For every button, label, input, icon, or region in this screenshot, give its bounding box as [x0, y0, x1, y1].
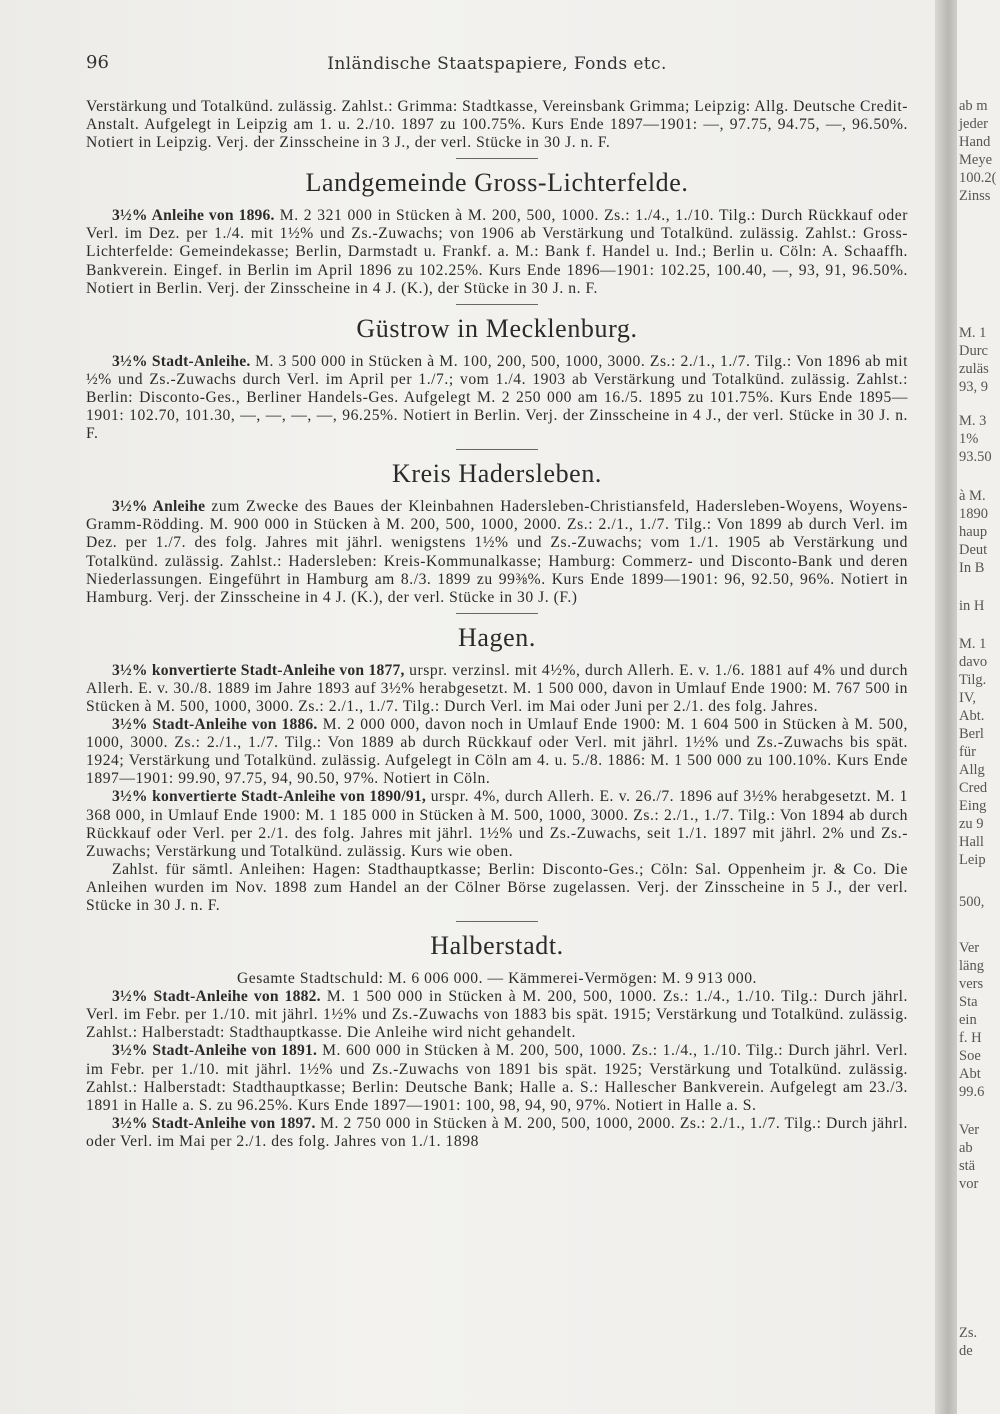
adjacent-fragment: vor [959, 1176, 979, 1192]
issue-text: M. 2 321 000 in Stücken à M. 200, 500, 1000. Zs.: 1./4., 1./10. Tilg.: Durch Rückkauf oder Verl. im Dez. per 1./4. mit 1½% und Zs.-Zuwachs; von 1906 ab Verstärkung und Totalkünd. zulässig. Zahlst.: Gross-Lichterfelde: Gemeindekasse; Berlin, Darmstadt u. Frankf. a. M.: Bank f. Handel u. Ind.; Berlin u. Cöln: A. Schaaffh. Bankverein. Eingef. in Berlin im April 1896 zu 102.25%. Kurs Ende 1896—1901: 102.25, 100.40, —, 93, 91, 96.50%. Notiert in Berlin. Verj. der Zinsscheine in 4 J. (K.), der Stücke in 30 J. n. F. [86, 207, 908, 297]
adjacent-fragment: haup [959, 524, 988, 540]
issue-text: M. 2 000 000, davon noch in Umlauf Ende 1900: M. 1 604 500 in Stücken à M. 500, 1000, 3000. Zs.: 2./1., 1./7. Tilg.: Von 1889 ab durch Rückkauf oder Verl. mit jährl. 1½% und Zs.-Zuwachs bis spät. 1924; Verstärkung und Totalkünd. zulässig. Aufgelegt in Cöln am 4. u. 5./8. 1886: M. 1 500 000 zu 100.10%. Kurs Ende 1897—1901: 99.90, 97.75, 94, 90.50, 97%. Notiert in Cöln. [86, 716, 908, 788]
adjacent-fragment: Allg [959, 762, 985, 778]
issue-heading: 3½% konvertierte Stadt-Anleihe von 1877, [112, 661, 405, 679]
adjacent-fragment: läng [959, 958, 984, 974]
issue-paragraph [86, 498, 908, 607]
payment-offices-paragraph [86, 861, 908, 915]
issue-heading: 3½% Stadt-Anleihe von 1891. [112, 1042, 318, 1060]
adjacent-fragment: Zs. [959, 1325, 978, 1341]
issue-heading: 3½% Stadt-Anleihe von 1886. [112, 716, 318, 734]
adjacent-fragment: jeder [959, 116, 988, 132]
adjacent-fragment: 93.50 [959, 449, 992, 465]
issue-paragraph [86, 207, 908, 297]
adjacent-fragment: Cred [959, 780, 988, 796]
issue-text: zum Zwecke des Baues der Kleinbahnen Hadersleben-Christiansfeld, Hadersleben-Woyens, Woyens-Gramm-Rödding. M. 900 000 in Stücken à M. 200, 500, 1000, 2000. Zs.: 2./1., 1./7. Tilg.: Von 1899 ab durch Verl. im Dez. per 1./7. des folg. Jahres mit jährl. wenigstens 1½% und Zs.-Zuwachs; vom 1./1. 1905 ab Verstärkung und Totalkünd. zulässig. Zahlst.: Hadersleben: Kreis-Kommunalkasse; Hamburg: Commerz- und Disconto-Bank und deren Niederlassungen. Eingeführt in Hamburg am 8./3. 1899 zu 99⅜%. Kurs Ende 1899—1901: 96, 92.50, 96%. Notiert in Hamburg. Verj. der Zinsscheine in 4 J. (K.), der verl. Stücke in 30 J. (F.) [86, 498, 908, 606]
issue-text: urspr. 4%, durch Allerh. E. v. 26./7. 1896 auf 3½% herabgesetzt. M. 1 368 000, in Umlauf Ende 1900: M. 1 185 000 in Stücken à M. 500, 1000, 3000. Zs.: 2./1., 1./7. Tilg.: Von 1894 ab durch Rückkauf oder Verl. per 2./1. des folg. Jahres mit jährl. 1½% und Zs.-Zuwachs, seit 1./1. 1897 mit jährl. 2% und Zs.-Zuwachs; Verstärkung und Totalkünd. zulässig. Kurs wie oben. [86, 788, 909, 860]
issue-heading: 3½% Stadt-Anleihe. [112, 352, 251, 370]
section-divider [456, 158, 538, 159]
section-title: Kreis Hadersleben. [391, 459, 603, 489]
issue-paragraph [86, 662, 908, 716]
adjacent-fragment: Zinss [959, 188, 991, 204]
issue-text: M. 600 000 in Stücken à M. 200, 500, 1000. Zs.: 1./4., 1./10. Tilg.: Durch jährl. Verl. im Febr. per 1./10. mit jährl. 1½% und Zs.-Zuwachs von 1891 bis spät. 1925; Verstärkung und Totalkünd. zulässig. Zahlst.: Halberstadt: Stadthauptkasse; Berlin: Deutsche Bank; Halle a. S.: Hallescher Bankverein. Aufgelegt am 23./3. 1891 in Halle a. S. zu 96.25%. Kurs Ende 1897—1901: 100, 98, 94, 90, 97%. Notiert in Halle a. S. [86, 1042, 908, 1114]
adjacent-fragment: vers [959, 976, 984, 992]
issue-paragraph [86, 716, 908, 788]
book-gutter [935, 0, 957, 1414]
page-body [86, 98, 908, 1151]
adjacent-fragment: 100.2( [959, 170, 997, 186]
issue-text: Zahlst. für sämtl. Anleihen: Hagen: Stadthauptkasse; Berlin: Disconto-Ges.; Cöln: Sal. Oppenheim jr. & Co. Die Anleihen wurden im Nov. 1898 zum Handel an der Cölner Börse zugelassen. Verj. der Zinsscheine in 5 J., der verl. Stücke in 30 J. n. F. [86, 860, 908, 914]
adjacent-fragment: Berl [959, 726, 984, 742]
intro-paragraph: Verstärkung und Totalkünd. zulässig. Zahlst.: Grimma: Stadtkasse, Vereinsbank Grimma; Leipzig: Allg. Deutsche Credit-Anstalt. Aufgelegt in Leipzig am 1. u. 2./10. 1897 zu 100.75%. Kurs Ende 1897—1901: —, 97.75, 94.75, —, 96.50%. Notiert in Leipzig. Verj. der Zinsscheine in 3 J., der verl. Stücke in 30 J. n. F. [86, 98, 908, 152]
adjacent-fragment: Eing [959, 798, 987, 814]
issue-text: M. 2 750 000 in Stücken à M. 200, 500, 1000, 2000. Zs.: 2./1., 1./7. Tilg.: Durch jährl. oder Verl. im Mai per 2./1. des folg. Jahres von 1./1. 1898 [86, 1114, 908, 1150]
adjacent-page-edge [957, 0, 1000, 1414]
issue-heading: 3½% Stadt-Anleihe von 1882. [112, 988, 321, 1006]
issue-text: M. 3 500 000 in Stücken à M. 100, 200, 500, 1000, 3000. Zs.: 2./1., 1./7. Tilg.: Von 1896 ab mit ½% und Zs.-Zuwachs durch Verl. im April per 1./7.; vom 1./4. 1903 ab Verstärkung und Totalkünd. zulässig. Zahlst.: Berlin: Disconto-Ges., Berliner Handels-Ges. Aufgelegt M. 2 250 000 am 16./5. 1895 zu 101.75%. Kurs Ende 1895—1901: 102.70, 101.30, —, —, —, —, 96.25%. Notiert in Berlin. Verj. der Zinsscheine in 4 J., der verl. Stücke in 30 J. n. F. [86, 352, 908, 443]
adjacent-fragment: f. H [959, 1030, 982, 1046]
running-title: Inländische Staatspapiere, Fonds etc. [327, 54, 667, 74]
adjacent-fragment: In B [959, 560, 985, 576]
adjacent-fragment: zuläs [959, 361, 989, 377]
page-header [86, 52, 908, 76]
adjacent-fragment: Meye [959, 152, 993, 168]
adjacent-fragment: für [959, 744, 976, 760]
adjacent-fragment: IV, [959, 690, 977, 706]
adjacent-fragment: Ver [959, 940, 980, 956]
section-divider [456, 613, 538, 614]
section-divider [456, 304, 538, 305]
issue-heading: 3½% Anleihe von 1896. [112, 207, 275, 225]
adjacent-fragment: Durc [959, 343, 988, 359]
issue-heading: 3½% konvertierte Stadt-Anleihe von 1890/91, [112, 788, 426, 806]
issue-paragraph [86, 1042, 908, 1114]
adjacent-fragment: ab m [959, 98, 988, 114]
adjacent-fragment: 1890 [959, 506, 988, 522]
adjacent-fragment: stä [959, 1158, 976, 1174]
section-title: Hagen. [458, 622, 536, 652]
issue-heading: 3½% Stadt-Anleihe von 1897. [112, 1114, 316, 1132]
adjacent-fragment: 500, [959, 894, 985, 910]
adjacent-fragment: Deut [959, 542, 988, 558]
adjacent-fragment: M. 1 [959, 325, 987, 341]
adjacent-fragment: ein [959, 1012, 977, 1028]
adjacent-fragment: Abt [959, 1066, 981, 1082]
adjacent-fragment: Hall [959, 834, 984, 850]
section-title: Güstrow in Mecklenburg. [356, 313, 638, 343]
adjacent-fragment: davo [959, 654, 988, 670]
section-title: Landgemeinde Gross-Lichterfelde. [305, 168, 689, 198]
adjacent-fragment: 1% [959, 431, 979, 447]
adjacent-fragment: à M. [959, 488, 986, 504]
issue-paragraph [86, 1115, 908, 1151]
adjacent-fragment: de [959, 1343, 973, 1359]
adjacent-fragment: 99.6 [959, 1084, 985, 1100]
section-subtitle: Gesamte Stadtschuld: M. 6 006 000. — Kämmerei-Vermögen: M. 9 913 000. [237, 970, 757, 988]
issue-paragraph [86, 353, 908, 443]
adjacent-fragment: Soe [959, 1048, 981, 1064]
issue-paragraph [86, 988, 908, 1042]
issue-heading: 3½% Anleihe [112, 498, 206, 516]
page-number: 96 [86, 52, 109, 73]
adjacent-fragment: M. 1 [959, 636, 987, 652]
adjacent-fragment: Hand [959, 134, 991, 150]
adjacent-fragment: Leip [959, 852, 986, 868]
issue-paragraph [86, 788, 908, 860]
adjacent-fragment: Tilg. [959, 672, 987, 688]
adjacent-fragment: 93, 9 [959, 379, 988, 395]
adjacent-fragment: Abt. [959, 708, 985, 724]
issue-text: urspr. verzinsl. mit 4½%, durch Allerh. E. v. 1./6. 1881 auf 4% und durch Allerh. E. v. 30./8. 1889 im Jahre 1893 auf 3½% herabgesetzt. M. 1 500 000, davon in Umlauf Ende 1900: M. 767 500 in Stücken à M. 500, 1000, 3000. Zs.: 2./1., 1./7. Tilg.: Durch Verl. im Mai oder Juni per 2./1. des folg. Jahres. [86, 661, 908, 715]
section-divider [456, 449, 538, 450]
adjacent-fragment: in H [959, 598, 985, 614]
issue-text: M. 1 500 000 in Stücken à M. 200, 500, 1000. Zs.: 1./4., 1./10. Tilg.: Durch jährl. Verl. im Febr. per 1./10. mit jährl. 1½% und Zs.-Zuwachs von 1883 bis spät. 1915; Verstärkung und Totalkünd. zulässig. Zahlst.: Halberstadt: Stadthauptkasse. Die Anleihe wird nicht gehandelt. [86, 988, 909, 1042]
adjacent-fragment: ab [959, 1140, 973, 1156]
adjacent-fragment: Sta [959, 994, 978, 1010]
adjacent-fragment: zu 9 [959, 816, 984, 832]
section-title: Halberstadt. [430, 931, 564, 961]
section-divider [456, 921, 538, 922]
adjacent-fragment: Ver [959, 1122, 980, 1138]
adjacent-fragment: M. 3 [959, 413, 987, 429]
